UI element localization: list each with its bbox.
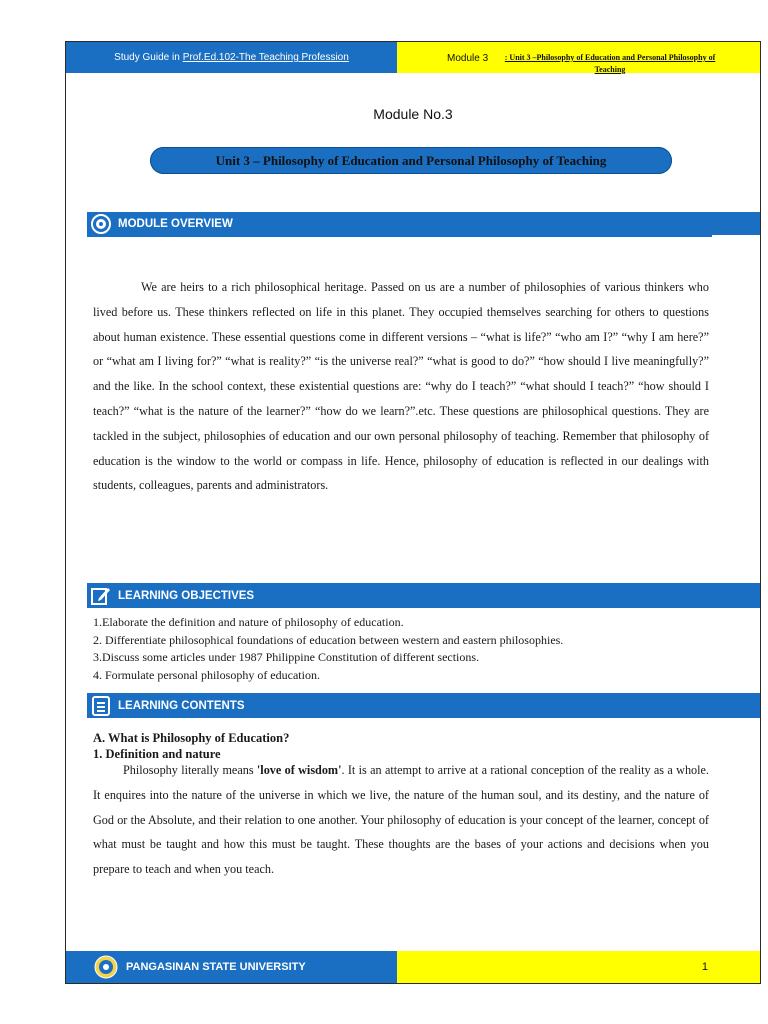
objectives-list [93, 614, 733, 684]
footer-right [397, 951, 760, 983]
header-right [397, 42, 760, 73]
footer-left [66, 951, 397, 983]
objective-item: 2. Differentiate philosophical foundations of education between western and eastern philosophies. [93, 632, 564, 647]
header-unit: : Unit 3 –Philosophy of Education and Personal Philosophy of Teaching [504, 53, 716, 74]
learning-objectives-bar [87, 583, 760, 608]
objective-item: 3.Discuss some articles under 1987 Philippine Constitution of different sections. [93, 650, 480, 664]
contents-text-before: Philosophy literally means [123, 763, 257, 777]
overview-divider [87, 235, 712, 237]
header-module: Module 3 [447, 53, 489, 64]
header-left [66, 42, 397, 73]
section-heading-a: A. What is Philosophy of Education? [93, 731, 290, 745]
university-name: PANGASINAN STATE UNIVERSITY [126, 961, 306, 973]
gear-circle-icon [90, 213, 112, 235]
page-number: 1 [701, 961, 708, 973]
section-heading-1: 1. Definition and nature [93, 747, 221, 761]
unit-title [150, 147, 672, 174]
course-link[interactable]: Prof.Ed.102-The Teaching Profession [182, 52, 349, 63]
overview-paragraph [93, 275, 709, 498]
document-icon [90, 695, 112, 717]
header-prefix: Study Guide in [114, 52, 180, 63]
learning-contents-title: LEARNING CONTENTS [118, 699, 245, 712]
page-title: Module No.3 [373, 106, 453, 122]
module-overview-title: MODULE OVERVIEW [118, 217, 233, 230]
pencil-edit-icon [90, 585, 112, 607]
learning-objectives-title: LEARNING OBJECTIVES [118, 589, 255, 602]
contents-text-bold: 'love of wisdom' [256, 763, 342, 777]
module-overview-bar [87, 212, 760, 235]
objective-item: 1.Elaborate the definition and nature of philosophy of education. [93, 615, 404, 629]
overview-text: We are heirs to a rich philosophical heritage. Passed on us are a number of philosophies of various thinkers who lived before us. These thinkers reflected on life in this planet. They occupied themselves searching for others to questions about human existence. These essential questions come in different versions – “what is life?” “who am I?” “why I am here?” or “what am I living for?” “what is reality?” “is the universe real?” “what is good to do?” “how should I live meaningfully?” and the like. In the school context, these existential questions are: “why do I teach?” “what should I teach?” “how should I teach?” “what is the nature of the learner?” “how do we learn?”.etc. These questions are philosophical questions. They are tackled in the subject, philosophies of education and our own personal philosophy of teaching. Remember that philosophy of education is the window to the world or compass in life. Hence, philosophy of education is reflected in our dealings with students, colleagues, parents and administrators. [93, 280, 709, 493]
unit-title-text: Unit 3 – Philosophy of Education and Personal Philosophy of Teaching [215, 152, 607, 168]
contents-paragraph [93, 758, 709, 882]
university-seal-icon [94, 955, 118, 979]
objective-item: 4. Formulate personal philosophy of education. [93, 667, 320, 682]
contents-text-after: . It is an attempt to arrive at a rational conception of the reality as a whole. It enquires into the nature of the universe in which we live, the nature of the human soul, and its destiny, and the nature of God or the Absolute, and their relation to one another. Your philosophy of education is your concept of the learner, concept of what must be taught and how this must be taught. These thoughts are the bases of your actions and decisions when you prepare to teach and when you teach. [93, 763, 709, 877]
learning-contents-bar [87, 693, 760, 718]
